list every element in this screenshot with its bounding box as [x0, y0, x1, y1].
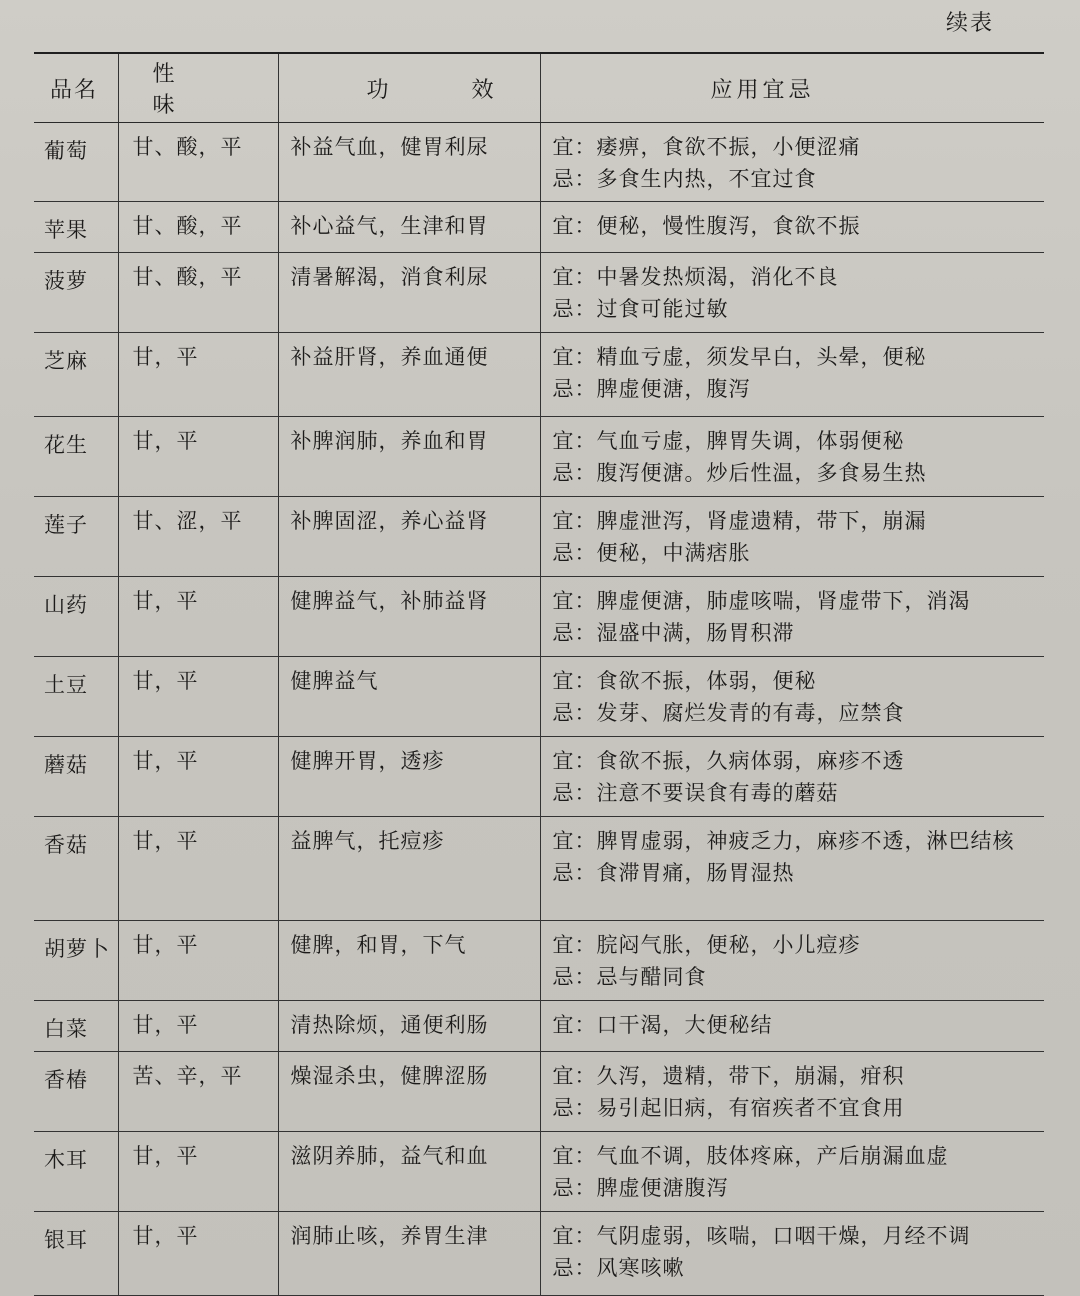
food-effect: 滋阴养肺，益气和血 [278, 1132, 540, 1212]
food-effect: 补益肝肾，养血通便 [278, 333, 540, 417]
food-taste: 甘，平 [118, 1001, 278, 1052]
usage-avoid: 忌：食滞胃痛，肠胃湿热 [552, 861, 795, 885]
table-row [34, 577, 1044, 657]
food-effect: 健脾，和胃，下气 [278, 921, 540, 1001]
food-effect: 清暑解渴，消食利尿 [278, 253, 540, 333]
food-name: 白菜 [34, 1001, 118, 1052]
food-taste: 甘、酸，平 [118, 253, 278, 333]
usage-suitable: 宜：脾虚泄泻，肾虚遗精，带下，崩漏 [552, 509, 927, 533]
usage-suitable: 宜：久泻，遗精，带下，崩漏，疳积 [552, 1064, 905, 1088]
usage-avoid: 忌：风寒咳嗽 [552, 1256, 685, 1280]
food-name: 山药 [34, 577, 118, 657]
usage-suitable: 宜：中暑发热烦渴，消化不良 [552, 265, 839, 289]
food-effect: 补心益气，生津和胃 [278, 202, 540, 253]
food-name: 土豆 [34, 657, 118, 737]
usage-suitable: 宜：脾胃虚弱，神疲乏力，麻疹不透，淋巴结核 [552, 829, 1015, 853]
food-usage [540, 497, 1044, 577]
table-row [34, 253, 1044, 333]
food-effect: 润肺止咳，养胃生津 [278, 1212, 540, 1296]
table-row [34, 1132, 1044, 1212]
food-name: 苹果 [34, 202, 118, 253]
usage-suitable: 宜：脾虚便溏，肺虚咳喘，肾虚带下，消渴 [552, 589, 971, 613]
usage-suitable: 宜：气血不调，肢体疼麻，产后崩漏血虚 [552, 1144, 949, 1168]
food-name: 芝麻 [34, 333, 118, 417]
food-taste: 甘，平 [118, 1132, 278, 1212]
food-taste: 甘，平 [118, 333, 278, 417]
food-effect: 益脾气，托痘疹 [278, 817, 540, 921]
food-usage [540, 253, 1044, 333]
food-taste: 甘、酸，平 [118, 123, 278, 202]
food-usage [540, 921, 1044, 1001]
usage-suitable: 宜：气血亏虚，脾胃失调，体弱便秘 [552, 429, 905, 453]
food-name: 胡萝卜 [34, 921, 118, 1001]
usage-avoid: 忌：湿盛中满，肠胃积滞 [552, 621, 795, 645]
continued-label: 续表 [945, 11, 994, 36]
table-row [34, 1001, 1044, 1052]
food-usage [540, 737, 1044, 817]
food-taste: 甘、涩，平 [118, 497, 278, 577]
food-taste: 苦、辛，平 [118, 1052, 278, 1132]
food-taste: 甘、酸，平 [118, 202, 278, 253]
food-taste: 甘，平 [118, 817, 278, 921]
food-usage [540, 1052, 1044, 1132]
food-name: 香椿 [34, 1052, 118, 1132]
usage-avoid: 忌：注意不要误食有毒的蘑菇 [552, 781, 839, 805]
food-taste: 甘，平 [118, 921, 278, 1001]
table-row [34, 202, 1044, 253]
header-effect: 功 效 [278, 53, 540, 123]
food-usage [540, 333, 1044, 417]
usage-suitable: 宜：食欲不振，体弱，便秘 [552, 669, 817, 693]
usage-avoid: 忌：忌与醋同食 [552, 965, 707, 989]
food-effect: 清热除烦，通便利肠 [278, 1001, 540, 1052]
usage-suitable: 宜：便秘，慢性腹泻，食欲不振 [552, 214, 861, 238]
food-usage [540, 1212, 1044, 1296]
food-taste: 甘，平 [118, 577, 278, 657]
food-name: 花生 [34, 417, 118, 497]
food-usage [540, 202, 1044, 253]
food-name: 香菇 [34, 817, 118, 921]
food-taste: 甘，平 [118, 1212, 278, 1296]
food-usage [540, 1132, 1044, 1212]
food-usage [540, 417, 1044, 497]
food-name: 莲子 [34, 497, 118, 577]
food-usage [540, 123, 1044, 202]
usage-suitable: 宜：口干渴，大便秘结 [552, 1013, 773, 1037]
table-row [34, 737, 1044, 817]
food-taste: 甘，平 [118, 417, 278, 497]
table-row [34, 123, 1044, 202]
food-effect: 补益气血，健胃利尿 [278, 123, 540, 202]
table-header-row [34, 53, 1044, 123]
food-name: 葡萄 [34, 123, 118, 202]
usage-suitable: 宜：精血亏虚，须发早白，头晕，便秘 [552, 345, 927, 369]
food-taste: 甘，平 [118, 737, 278, 817]
food-taste: 甘，平 [118, 657, 278, 737]
table-row [34, 417, 1044, 497]
usage-suitable: 宜：气阴虚弱，咳喘，口咽干燥，月经不调 [552, 1224, 971, 1248]
usage-suitable: 宜：痿痹，食欲不振，小便涩痛 [552, 135, 861, 159]
food-effect: 健脾益气 [278, 657, 540, 737]
food-usage [540, 1001, 1044, 1052]
usage-avoid: 忌：脾虚便溏腹泻 [552, 1176, 729, 1200]
food-effect: 健脾益气，补肺益肾 [278, 577, 540, 657]
food-usage [540, 817, 1044, 921]
food-name: 银耳 [34, 1212, 118, 1296]
food-effect: 补脾固涩，养心益肾 [278, 497, 540, 577]
header-usage: 应用宜忌 [540, 53, 1044, 123]
food-usage [540, 577, 1044, 657]
food-name: 木耳 [34, 1132, 118, 1212]
header-name: 品名 [34, 53, 118, 123]
food-name: 菠萝 [34, 253, 118, 333]
food-effect: 健脾开胃，透疹 [278, 737, 540, 817]
table-row [34, 817, 1044, 921]
food-name: 蘑菇 [34, 737, 118, 817]
usage-avoid: 忌：易引起旧病，有宿疾者不宜食用 [552, 1096, 905, 1120]
food-usage [540, 657, 1044, 737]
table-row [34, 333, 1044, 417]
usage-avoid: 忌：腹泻便溏。炒后性温，多食易生热 [552, 461, 927, 485]
food-effect: 补脾润肺，养血和胃 [278, 417, 540, 497]
usage-avoid: 忌：多食生内热，不宜过食 [552, 167, 817, 191]
usage-avoid: 忌：脾虚便溏，腹泻 [552, 377, 751, 401]
header-taste: 性 味 [118, 53, 278, 123]
table-row [34, 657, 1044, 737]
usage-suitable: 宜：食欲不振，久病体弱，麻疹不透 [552, 749, 905, 773]
table-row [34, 497, 1044, 577]
usage-suitable: 宜：脘闷气胀，便秘，小儿痘疹 [552, 933, 861, 957]
table-row [34, 1212, 1044, 1296]
food-effect: 燥湿杀虫，健脾涩肠 [278, 1052, 540, 1132]
food-properties-table [34, 52, 1044, 1296]
table-row [34, 921, 1044, 1001]
usage-avoid: 忌：过食可能过敏 [552, 297, 729, 321]
table-row [34, 1052, 1044, 1132]
usage-avoid: 忌：便秘，中满痞胀 [552, 541, 751, 565]
usage-avoid: 忌：发芽、腐烂发青的有毒，应禁食 [552, 701, 905, 725]
